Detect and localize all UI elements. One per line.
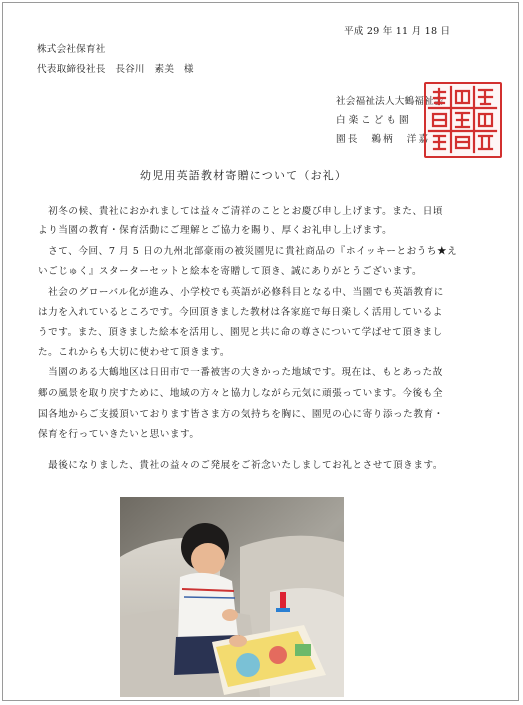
body-line: は力を入れているところです。今回頂きました教材は各家庭で毎日楽しく活用しているよ [38,307,443,318]
recipient-person: 代表取締役社長 長谷川 素美 様 [37,64,194,75]
body-line: 初冬の候、貴社におかれましては益々ご清祥のこととお慶び申し上げます。また、日頃 [38,206,443,217]
body-line: 保育を行っていきたいと思います。 [38,429,200,440]
body-line: 当園のある大鶴地区は日田市で一番被害の大きかった地域です。現在は、もとあった故 [38,367,443,378]
body-line: 社会のグローバル化が進み、小学校でも英語が必修科目となる中、当園でも英語教育に [38,287,444,298]
body-line: いごじゅく』スターターセットと絵本を寄贈して頂き、誠にありがとうございます。 [38,266,423,277]
body-line: 最後になりました、貴社の益々のご発展をご祈念いたしましてお礼とさせて頂きます。 [38,460,443,471]
body-line: さて、今回、7 月 5 日の九州北部豪雨の被災園児に貴社商品の『ホイッキーとおうち★え [38,246,458,257]
child-reading-photo [120,497,344,697]
body-line: より当園の教育・保育活動にご理解とご協力を賜り、厚くお礼申し上げます。 [38,225,393,236]
body-line: うです。また、頂きました絵本を活用し、園児と共に命の尊さについて学ばせて頂きまし [38,327,443,338]
body-line: た。これからも大切に使わせて頂きます。 [38,347,230,358]
sender-school: 白楽こども園 [336,115,412,126]
body-line: 郷の風景を取り戻すために、地域の方々と協力しながら元気に頑張っています。今後も全 [38,388,443,399]
sender-director: 園長 鵜柄 洋嘉 [336,134,431,145]
body-line: 国各地からご支援頂いております皆さま方の気持ちを胸に、園児の心に寄り添った教育・ [38,409,444,420]
letter-title: 幼児用英語教材寄贈について（お礼） [140,169,348,182]
sender-organization: 社会福祉法人大鶴福祉会 [336,96,444,107]
seal-stamp [424,82,502,158]
recipient-company: 株式会社保育社 [37,44,106,55]
letter-date: 平成 29 年 11 月 18 日 [344,26,451,37]
